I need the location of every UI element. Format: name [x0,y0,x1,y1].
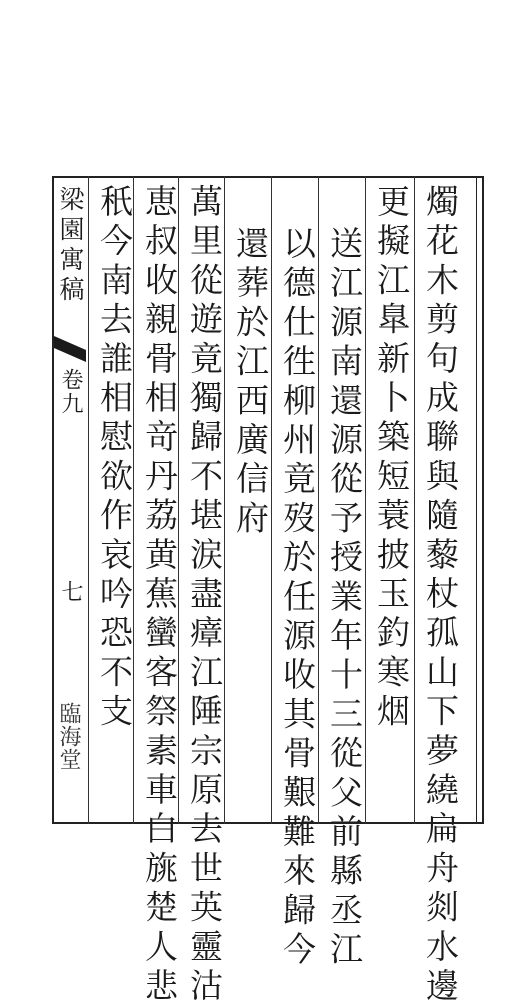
frame-inner-rule [476,176,481,824]
column-divider [88,176,89,824]
column-divider [271,176,272,824]
column-divider [414,176,415,824]
column-divider [224,176,225,824]
text-column-2: 更擬江臯新卜築短蓑披玉釣寒烟 [372,184,411,733]
book-title: 梁園寓稿 [56,186,85,306]
text-column-8: 秖今南去誰相慰欲作哀吟恐不支 [95,184,134,733]
page-number: 七 [58,580,83,602]
column-divider [365,176,366,824]
publisher-mark: 臨海堂 [56,702,81,771]
text-column-1: 燭花木剪句成聯與隨藜杖孤山下夢繞扁舟剡水邊 [421,184,460,1007]
text-column-6: 萬里從遊竟獨歸不堪涙盡瘴江陲宗原去世英靈沽 [185,184,224,1007]
column-divider [318,176,319,824]
text-column-5: 還葬於江西廣信府 [231,226,270,540]
text-column-4: 以德仕徃柳州竟歿於任源收其骨艱難來歸今 [278,226,317,971]
text-column-3: 送江源南還源從予授業年十三從父前縣丞江 [325,226,364,971]
volume-number: 卷九 [58,368,83,416]
margin-column [52,176,88,824]
fishtail-mark [54,336,86,362]
text-column-7: 恵叔收親骨相竒丹荔黄蕉蠻客祭素車白旐楚人悲 [140,184,179,1007]
